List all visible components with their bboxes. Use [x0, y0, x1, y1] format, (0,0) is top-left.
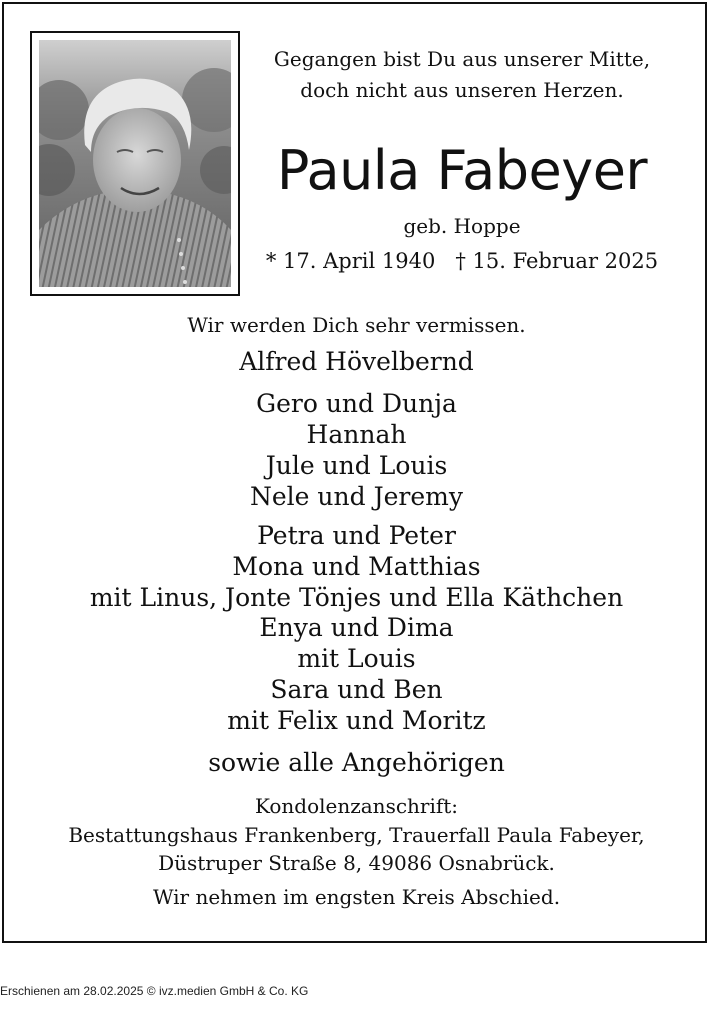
maiden-name: geb. Hoppe: [403, 214, 521, 238]
portrait-frame: [30, 31, 240, 296]
mourner-group-2: [4, 521, 709, 737]
condolence-line: Düstruper Straße 8, 49086 Osnabrück.: [158, 851, 555, 875]
memorial-quote: [240, 44, 684, 106]
mourner-line: Mona und Matthias: [232, 551, 481, 581]
condolence-address: [4, 792, 709, 878]
mourner-spouse: Alfred Hövelbernd: [239, 347, 474, 376]
mourner-line: mit Linus, Jonte Tönjes und Ella Käthchen: [89, 582, 624, 612]
mourner-group-1: [4, 388, 709, 512]
obituary-notice: [2, 2, 707, 943]
mourner-line: Hannah: [306, 420, 407, 449]
quote-line: doch nicht aus unseren Herzen.: [300, 78, 624, 102]
mourner-line: Gero und Dunja: [256, 389, 457, 418]
publication-footer: Erschienen am 28.02.2025 © ivz.medien GmbH & Co. KG: [0, 984, 309, 998]
death-date: † 15. Februar 2025: [455, 249, 659, 273]
mourner-line: Sara und Ben: [270, 674, 443, 704]
quote-line: Gegangen bist Du aus unserer Mitte,: [273, 47, 651, 71]
birth-date: * 17. April 1940: [265, 249, 436, 273]
mourner-line: Petra und Peter: [257, 521, 456, 550]
mourner-line: Enya und Dima: [259, 613, 454, 643]
farewell-line: Wir nehmen im engsten Kreis Abschied.: [152, 885, 561, 909]
condolence-line: Bestattungshaus Frankenberg, Trauerfall Paula Fabeyer,: [68, 822, 645, 847]
portrait-photo: [39, 40, 231, 287]
miss-line: Wir werden Dich sehr vermissen.: [187, 313, 526, 337]
mourner-line: Nele und Jeremy: [250, 482, 463, 511]
mourner-line: mit Felix und Moritz: [227, 705, 486, 735]
mourner-line: Jule und Louis: [265, 451, 448, 480]
condolence-heading: Kondolenzanschrift:: [254, 794, 459, 818]
life-dates: [240, 246, 684, 276]
mourner-line: mit Louis: [297, 644, 416, 674]
mourner-others: sowie alle Angehörigen: [208, 748, 505, 777]
deceased-name: Paula Fabeyer: [276, 139, 648, 202]
